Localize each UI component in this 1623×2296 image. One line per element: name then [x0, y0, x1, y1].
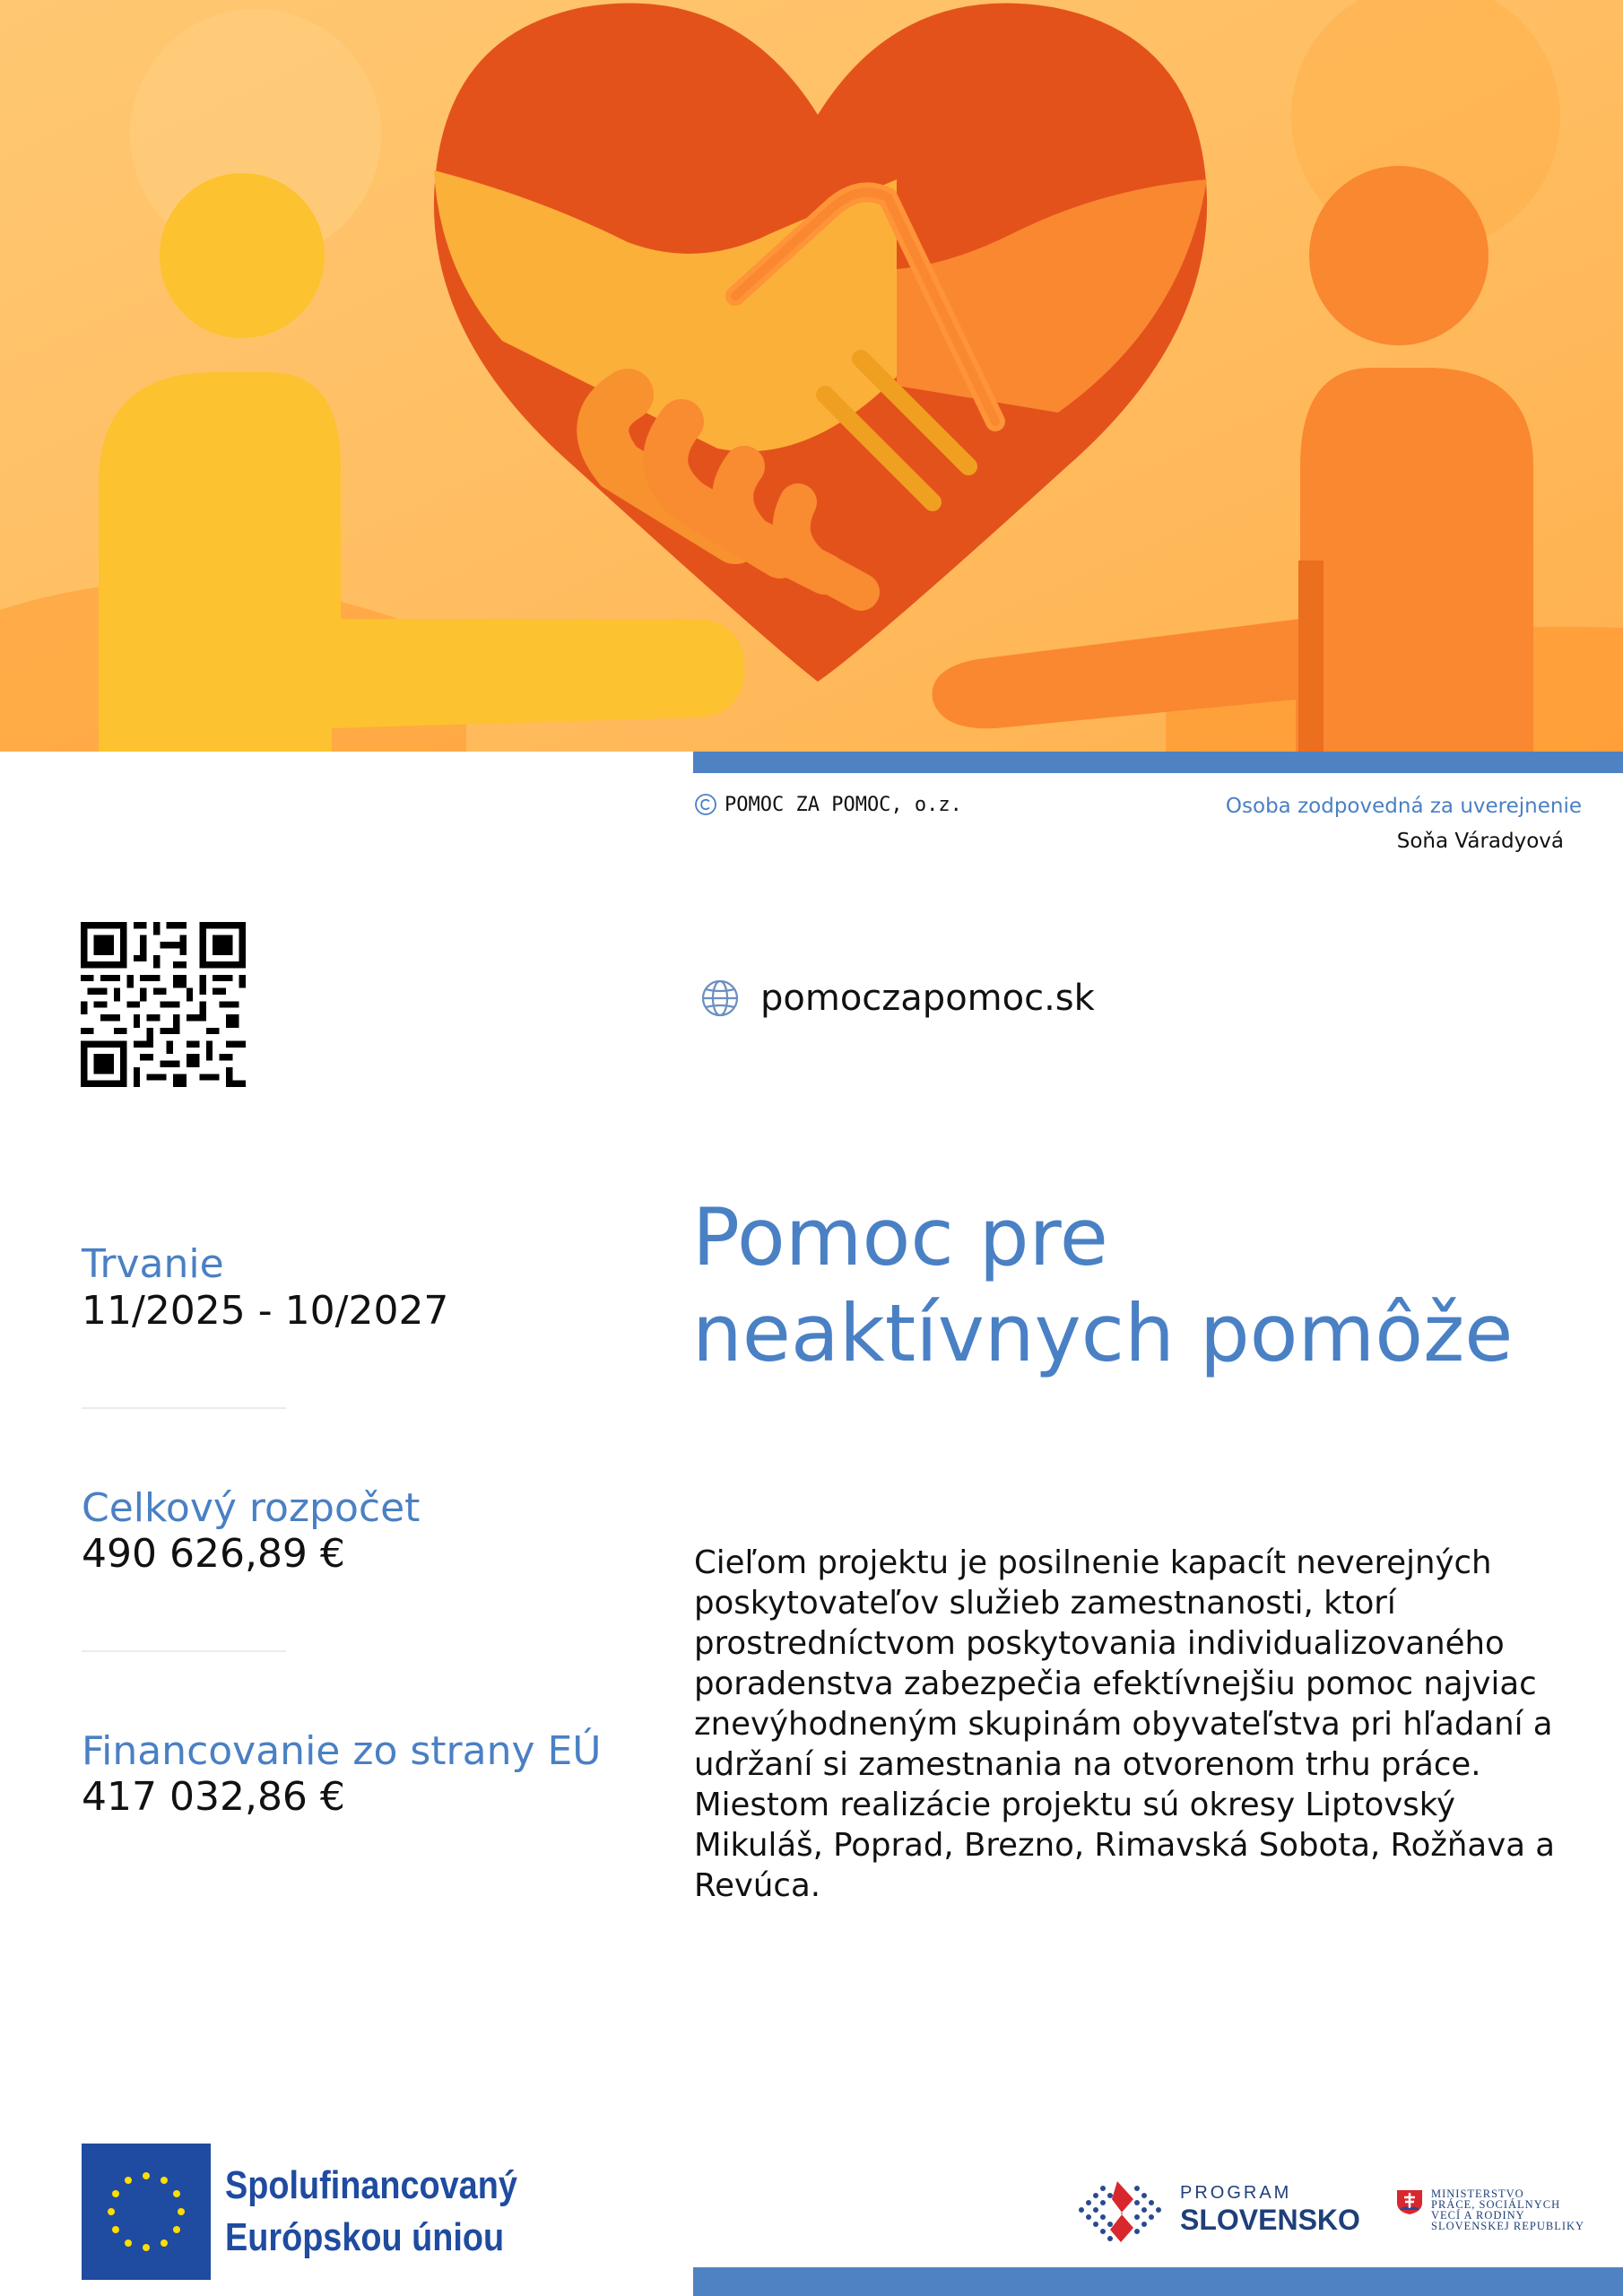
- globe-icon: [699, 978, 741, 1019]
- divider: [82, 1650, 286, 1652]
- responsible-person-label: Osoba zodpovedná za uverejnenie: [1225, 795, 1582, 818]
- ministry-line1: MINISTERSTVO: [1431, 2187, 1524, 2200]
- project-title: [692, 1189, 1513, 1381]
- responsible-person-name: Soňa Váradyová: [1396, 830, 1564, 853]
- organization-credit: [694, 793, 962, 816]
- eu-text-line2: Európskou úniou: [225, 2215, 505, 2259]
- ministry-line4: SLOVENSKEJ REPUBLIKY: [1431, 2220, 1585, 2232]
- hero-illustration: [0, 0, 1623, 752]
- program-slovensko-icon: [1074, 2172, 1169, 2248]
- duration-label: Trvanie: [82, 1241, 224, 1287]
- bottom-accent-bar: [693, 2267, 1623, 2296]
- ministry-line3: VECÍ A RODINY: [1431, 2209, 1525, 2222]
- top-accent-bar: [693, 752, 1623, 773]
- organization-name: POMOC ZA POMOC, o.z.: [725, 793, 962, 816]
- eu-cofunded-logo: [82, 2144, 565, 2280]
- website[interactable]: [699, 978, 1095, 1019]
- budget-label: Celkový rozpočet: [82, 1485, 421, 1531]
- eu-flag-icon: [82, 2144, 211, 2280]
- ministry-logo: [1395, 2188, 1584, 2231]
- eu-funding-label: Financovanie zo strany EÚ: [82, 1728, 602, 1774]
- qr-code: [81, 922, 246, 1087]
- program-label: PROGRAM: [1180, 2183, 1292, 2203]
- budget-value: 490 626,89 €: [82, 1531, 345, 1577]
- slovak-coat-of-arms-icon: [1395, 2188, 1424, 2215]
- program-slovensko-logo: [1074, 2172, 1360, 2248]
- project-title-line1: Pomoc pre: [692, 1191, 1108, 1283]
- project-description: Cieľom projektu je posilnenie kapacít neverejných poskytovateľov služieb zamestnanosti, ktorí prostredníctvom poskytovania individualizovaného poradenstva zabezpečia efektívnejšiu pomoc najviac znevýhodneným skupinám obyvateľstva pri hľadaní a udržaní si zamestnania na otvorenom trhu práce. Miestom realizácie projektu sú okresy Liptovský Mikuláš, Poprad, Brezno, Rimavská Sobota, Rožňava a Revúca.: [694, 1544, 1555, 1904]
- website-url[interactable]: pomoczapomoc.sk: [760, 978, 1095, 1019]
- duration-value: 11/2025 - 10/2027: [82, 1288, 449, 1334]
- divider: [82, 1407, 286, 1409]
- copyright-icon: [694, 793, 717, 816]
- project-title-line2: neaktívnych pomôže: [692, 1287, 1514, 1379]
- ministry-line2: PRÁCE, SOCIÁLNYCH: [1431, 2198, 1561, 2211]
- eu-funding-value: 417 032,86 €: [82, 1774, 345, 1820]
- slovensko-label: SLOVENSKO: [1180, 2204, 1360, 2236]
- eu-text-line1: Spolufinancovaný: [225, 2163, 517, 2207]
